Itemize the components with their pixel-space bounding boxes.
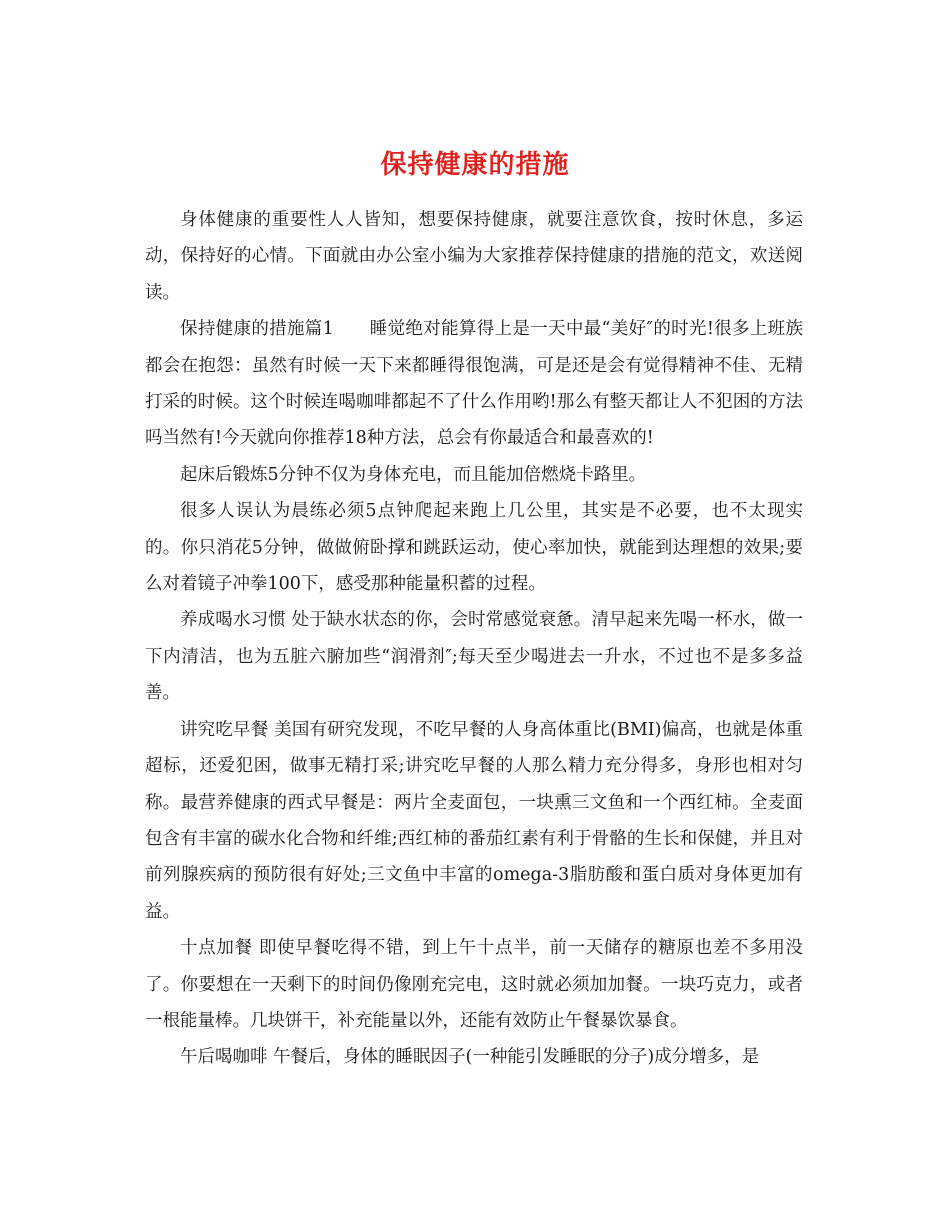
paragraph-intro: 身体健康的重要性人人皆知，想要保持健康，就要注意饮食，按时休息，多运动，保持好的心情。下面就由办公室小编为大家推荐保持健康的措施的范文，欢送阅读。 bbox=[145, 210, 803, 303]
document-body bbox=[145, 202, 803, 1076]
paragraph-breakfast: 讲究吃早餐 美国有研究发现，不吃早餐的人身高体重比(BMI)偏高，也就是体重超标，还爱犯困，做事无精打采;讲究吃早餐的人那么精力充分得多，身形也相对匀称。最营养健康的西式早餐是：两片全麦面包，一块熏三文鱼和一个西红柿。全麦面包含有丰富的碳水化合物和纤维;西红柿的番茄红素有利于骨骼的生长和保健，并且对前列腺疾病的预防很有好处;三文鱼中丰富的omega-3脂肪酸和蛋白质对身体更加有益。 bbox=[145, 719, 803, 922]
paragraph-morning-exercise: 起床后锻炼5分钟不仅为身体充电，而且能加倍燃烧卡路里。 bbox=[180, 464, 647, 485]
paragraph-sleep: 保持健康的措施篇1 睡觉绝对能算得上是一天中最“美好″的时光!很多上班族都会在抱怨：虽然有时候一天下来都睡得很饱满，可是还是会有觉得精神不佳、无精打采的时候。这个时候连喝咖啡都起不了什么作用哟!那么有整天都让人不犯困的方法吗当然有!今天就向你推荐18种方法，总会有你最适合和最喜欢的! bbox=[145, 319, 803, 449]
paragraph-afternoon-coffee: 午后喝咖啡 午餐后，身体的睡眠因子(一种能引发睡眠的分子)成分增多，是 bbox=[180, 1047, 760, 1068]
paragraph-ten-oclock-snack: 十点加餐 即使早餐吃得不错，到上午十点半，前一天储存的糖原也差不多用没了。你要想在一天剩下的时间仍像刚充完电，这时就必须加加餐。一块巧克力，或者一根能量棒。几块饼干，补充能量以外，还能有效防止午餐暴饮暴食。 bbox=[145, 938, 803, 1031]
paragraph-five-minutes: 很多人误认为晨练必须5点钟爬起来跑上几公里，其实是不必要，也不太现实的。你只消花5分钟，做做俯卧撑和跳跃运动，使心率加快，就能到达理想的效果;要么对着镜子冲拳100下，感受那种能量积蓄的过程。 bbox=[145, 501, 803, 595]
document-title: 保持健康的措施 bbox=[380, 150, 570, 181]
paragraph-drink-water: 养成喝水习惯 处于缺水状态的你，会时常感觉衰惫。清早起来先喝一杯水，做一下内清洁，也为五脏六腑加些“润滑剂″;每天至少喝进去一升水，不过也不是多多益善。 bbox=[145, 610, 803, 704]
